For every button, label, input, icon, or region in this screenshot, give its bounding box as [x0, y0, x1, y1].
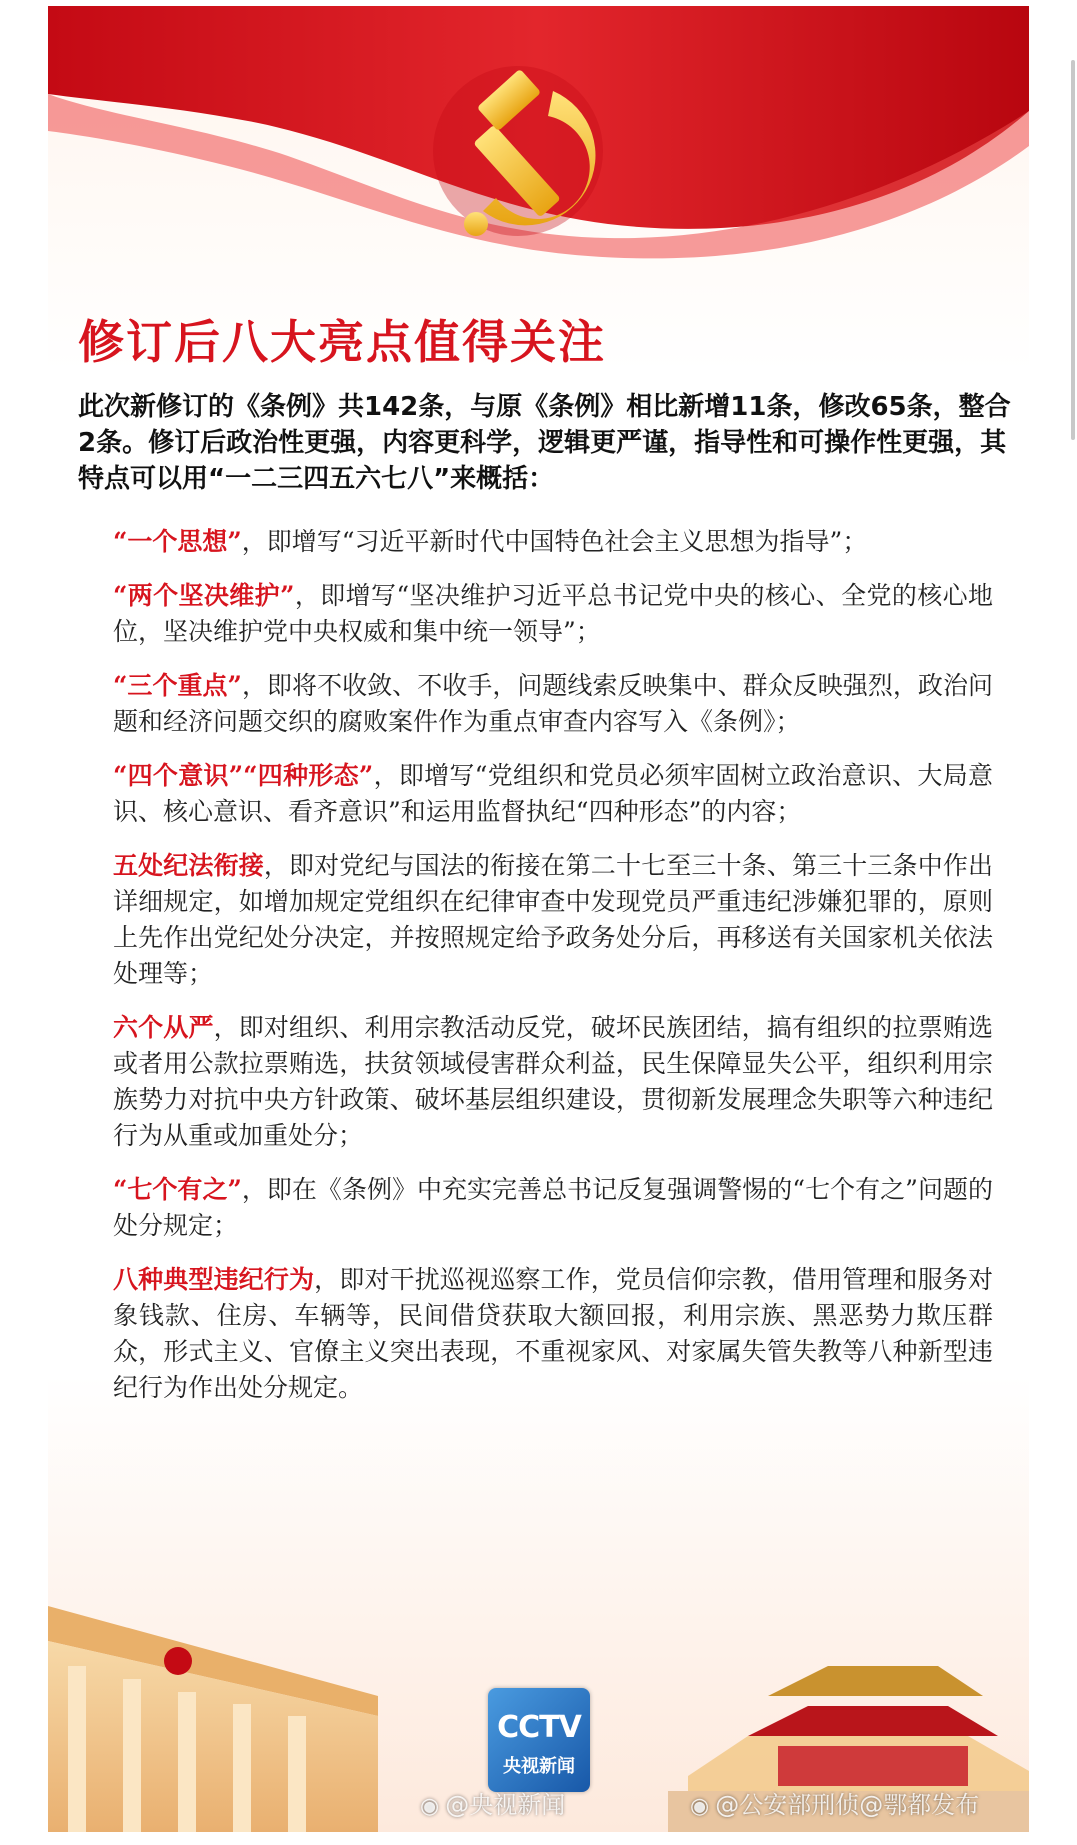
item-text: ，即增写“党组织和党员必须牢固树立政治意识、大局意识、核心意识、看齐意识”和运用监督执纪“四种形态”的内容；: [113, 761, 993, 826]
item-text: ，即对党纪与国法的衔接在第二十七至三十条、第三十三条中作出详细规定，如增加规定党组织在纪律审查中发现党员严重违纪涉嫌犯罪的，原则上先作出党纪处分决定，并按照规定给予政务处分后，再移送有关国家机关依法处理等；: [113, 851, 993, 988]
list-item: [113, 524, 993, 560]
item-key: “四个意识”“四种形态”: [113, 761, 374, 790]
list-item: [113, 668, 993, 740]
intro-paragraph: 此次新修订的《条例》共142条，与原《条例》相比新增11条，修改65条，整合2条。修订后政治性更强，内容更科学，逻辑更严谨，指导性和可操作性更强，其特点可以用“一二三四五六七八”来概括：: [78, 392, 1011, 494]
cctv-mark: CCTV: [497, 1710, 581, 1745]
headline: 修订后八大亮点值得关注: [78, 315, 606, 369]
item-key: “七个有之”: [113, 1175, 242, 1204]
list-item: [113, 1172, 993, 1244]
poster: [48, 6, 1029, 1832]
cctv-name: 央视新闻: [503, 1756, 575, 1777]
list-item: [113, 848, 993, 992]
great-hall-illustration: [48, 1606, 378, 1832]
item-key: 六个从严: [113, 1013, 214, 1042]
item-text: ，即增写“坚决维护习近平总书记党中央的核心、全党的核心地位，坚决维护党中央权威和集中统一领导”；: [113, 581, 993, 646]
item-key: “两个坚决维护”: [113, 581, 295, 610]
item-key: 五处纪法衔接: [113, 851, 264, 880]
item-text: ，即在《条例》中充实完善总书记反复强调警惕的“七个有之”问题的处分规定；: [113, 1175, 993, 1240]
item-key: 八种典型违纪行为: [113, 1265, 315, 1294]
highlights-list: [113, 524, 993, 1424]
scrollbar[interactable]: [1071, 60, 1075, 440]
item-text: ，即增写“习近平新时代中国特色社会主义思想为指导”；: [241, 527, 868, 556]
list-item: [113, 578, 993, 650]
item-text: ，即将不收敛、不收手，问题线索反映集中、群众反映强烈，政治问题和经济问题交织的腐败案件作为重点审查内容写入《条例》；: [113, 671, 993, 736]
item-text: ，即对干扰巡视巡察工作，党员信仰宗教，借用管理和服务对象钱款、住房、车辆等，民间借贷获取大额回报，利用宗族、黑恶势力欺压群众，形式主义、官僚主义突出表现，不重视家风、对家属失管失教等八种新型违纪行为作出处分规定。: [113, 1265, 993, 1402]
list-item: [113, 758, 993, 830]
party-emblem-icon: [433, 66, 603, 236]
list-item: [113, 1010, 993, 1154]
watermark-cctv: [420, 1785, 565, 1820]
weibo-icon: ◉: [690, 1794, 710, 1819]
item-text: ，即对组织、利用宗教活动反党，破坏民族团结，搞有组织的拉票贿选或者用公款拉票贿选，扶贫领域侵害群众利益，民生保障显失公平，组织利用宗族势力对抗中央方针政策、破坏基层组织建设，贯彻新发展理念失职等六种违纪行为从重或加重处分；: [113, 1013, 993, 1150]
watermark-text: @公安部刑侦@鄂都发布: [715, 1791, 980, 1819]
watermark-sources: [690, 1785, 979, 1820]
cctv-logo: [488, 1688, 590, 1792]
weibo-icon: ◉: [420, 1794, 440, 1819]
red-banner: [48, 6, 1029, 306]
list-item: [113, 1262, 993, 1406]
item-key: “三个重点”: [113, 671, 242, 700]
item-key: “一个思想”: [113, 527, 242, 556]
watermark-text: @央视新闻: [445, 1791, 566, 1819]
